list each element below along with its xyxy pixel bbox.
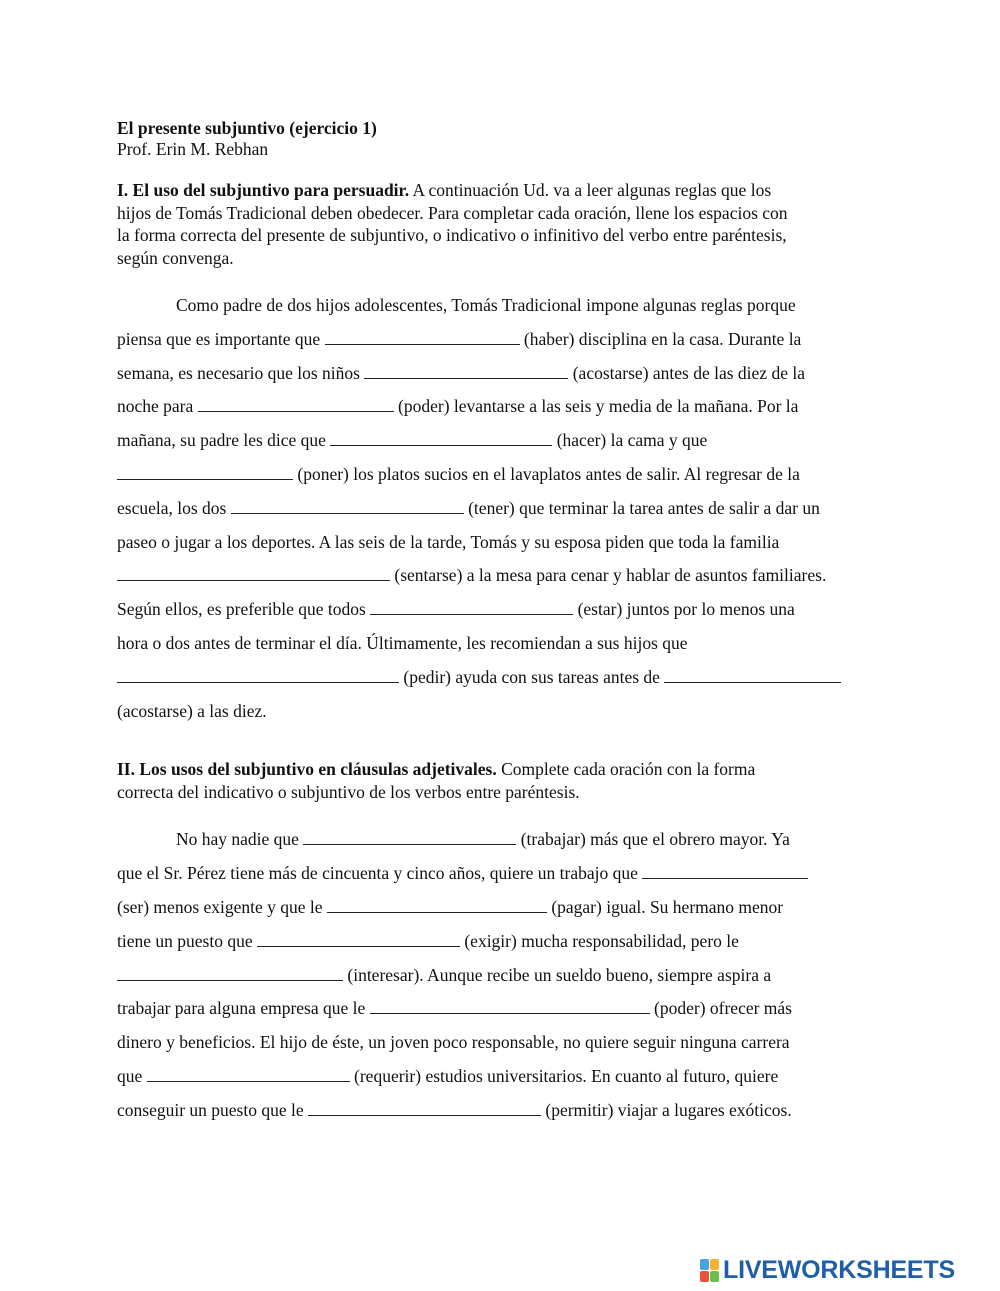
- answer-blank-requerir[interactable]: [147, 1066, 350, 1082]
- answer-blank-ser[interactable]: [642, 863, 808, 879]
- liveworksheets-brand-text: LIVEWORKSHEETS: [723, 1256, 955, 1284]
- instruction-text: Complete cada oración con la forma: [496, 759, 756, 780]
- worksheet-page: [117, 118, 887, 1128]
- passage-text: (interesar). Aunque recibe un sueldo bueno, siempre aspira a: [343, 964, 772, 985]
- passage-line: [117, 992, 887, 1026]
- passage-text: (estar) juntos por lo menos una: [573, 599, 795, 620]
- passage-line: [117, 390, 887, 424]
- passage-line: [117, 627, 887, 661]
- section2-passage: [117, 823, 887, 1127]
- passage-line: [117, 593, 887, 627]
- passage-line: [117, 458, 887, 492]
- passage-text: tiene un puesto que: [117, 930, 257, 951]
- passage-text: que: [117, 1065, 147, 1086]
- passage-line: [117, 695, 887, 729]
- passage-text: (hacer) la cama y que: [552, 430, 708, 451]
- passage-text: (pagar) igual. Su hermano menor: [546, 896, 784, 917]
- passage-text: No hay nadie que: [176, 829, 304, 850]
- passage-text: (exigir) mucha responsabilidad, pero le: [459, 930, 739, 951]
- answer-blank-poder-2[interactable]: [370, 998, 650, 1014]
- passage-line: [117, 959, 887, 993]
- passage-text: (sentarse) a la mesa para cenar y hablar de asuntos familiares.: [390, 565, 827, 586]
- instruction-text: correcta del indicativo o subjuntivo de los verbos entre paréntesis.: [117, 781, 580, 802]
- answer-blank-estar[interactable]: [370, 599, 573, 615]
- answer-blank-interesar[interactable]: [117, 965, 343, 981]
- passage-line: [117, 357, 887, 391]
- answer-blank-poner[interactable]: [117, 464, 293, 480]
- passage-text: (acostarse) antes de las diez de la: [568, 362, 805, 383]
- passage-line: [117, 1026, 887, 1060]
- passage-line: [117, 1094, 887, 1128]
- passage-text: (tener) que terminar la tarea antes de salir a dar un: [463, 497, 820, 518]
- passage-line: [117, 925, 887, 959]
- passage-text: escuela, los dos: [117, 497, 231, 518]
- answer-blank-pagar[interactable]: [327, 897, 547, 913]
- passage-text: Según ellos, es preferible que todos: [117, 599, 371, 620]
- passage-text: (haber) disciplina en la casa. Durante la: [519, 328, 802, 349]
- passage-text: Como padre de dos hijos adolescentes, Tomás Tradicional impone algunas reglas porque: [176, 295, 796, 315]
- passage-text: paseo o jugar a los deportes. A las seis de la tarde, Tomás y su esposa piden que toda la familia: [117, 531, 780, 552]
- answer-blank-trabajar[interactable]: [303, 829, 516, 845]
- passage-text: (acostarse) a las diez.: [117, 700, 267, 721]
- passage-line: [117, 661, 887, 695]
- answer-blank-tener[interactable]: [231, 498, 464, 514]
- section1-instructions: [117, 179, 887, 269]
- answer-blank-sentarse[interactable]: [117, 565, 390, 581]
- passage-text: hora o dos antes de terminar el día. Últimamente, les recomiendan a sus hijos que: [117, 632, 688, 653]
- section2-instructions: [117, 758, 887, 803]
- instruction-text: hijos de Tomás Tradicional deben obedecer. Para completar cada oración, llene los espacios con: [117, 202, 788, 223]
- instruction-text: A continuación Ud. va a leer algunas reglas que los: [409, 180, 772, 200]
- passage-line: [117, 891, 887, 925]
- section1-heading: I. El uso del subjuntivo para persuadir.: [117, 180, 410, 200]
- answer-blank-exigir[interactable]: [257, 931, 460, 947]
- passage-text: (permitir) viajar a lugares exóticos.: [541, 1099, 792, 1120]
- instruction-text: la forma correcta del presente de subjuntivo, o indicativo o infinitivo del verbo entre paréntesis,: [117, 225, 787, 245]
- passage-text: dinero y beneficios. El hijo de éste, un joven poco responsable, no quiere seguir ninguna carrera: [117, 1032, 790, 1053]
- passage-line: [117, 526, 887, 560]
- answer-blank-hacer[interactable]: [330, 430, 552, 446]
- passage-text: (ser) menos exigente y que le: [117, 896, 327, 917]
- document-header: [117, 118, 887, 160]
- answer-blank-poder[interactable]: [198, 396, 394, 412]
- passage-line: [117, 323, 887, 357]
- passage-text: noche para: [117, 396, 198, 417]
- passage-text: (requerir) estudios universitarios. En cuanto al futuro, quiere: [349, 1065, 779, 1086]
- passage-line: [117, 289, 887, 323]
- answer-blank-acostarse-2[interactable]: [664, 667, 841, 683]
- passage-text: (pedir) ayuda con sus tareas antes de: [399, 666, 665, 687]
- passage-line: [117, 492, 887, 526]
- liveworksheets-logo: [700, 1256, 955, 1285]
- passage-text: (poner) los platos sucios en el lavaplatos antes de salir. Al regresar de la: [293, 463, 800, 484]
- passage-text: conseguir un puesto que le: [117, 1099, 308, 1120]
- passage-text: trabajar para alguna empresa que le: [117, 998, 370, 1019]
- passage-line: [117, 823, 887, 857]
- worksheet-author: Prof. Erin M. Rebhan: [117, 139, 269, 159]
- passage-line: [117, 424, 887, 458]
- answer-blank-acostarse[interactable]: [364, 363, 568, 379]
- passage-line: [117, 857, 887, 891]
- passage-line: [117, 559, 887, 593]
- passage-text: mañana, su padre les dice que: [117, 430, 331, 451]
- liveworksheets-logo-icon: [700, 1259, 720, 1283]
- answer-blank-pedir[interactable]: [117, 667, 399, 683]
- passage-text: que el Sr. Pérez tiene más de cincuenta y cinco años, quiere un trabajo que: [117, 863, 643, 884]
- passage-text: piensa que es importante que: [117, 328, 325, 349]
- passage-line: [117, 1060, 887, 1094]
- answer-blank-permitir[interactable]: [308, 1100, 541, 1116]
- passage-text: (poder) ofrecer más: [649, 998, 792, 1019]
- section1-passage: [117, 289, 887, 728]
- answer-blank-haber[interactable]: [325, 329, 520, 345]
- passage-text: (poder) levantarse a las seis y media de la mañana. Por la: [393, 396, 799, 417]
- worksheet-title: El presente subjuntivo (ejercicio 1): [117, 118, 377, 138]
- section2-heading: II. Los usos del subjuntivo en cláusulas adjetivales.: [117, 759, 497, 780]
- passage-text: (trabajar) más que el obrero mayor. Ya: [516, 829, 790, 850]
- passage-text: semana, es necesario que los niños: [117, 362, 365, 383]
- instruction-text: según convenga.: [117, 247, 234, 268]
